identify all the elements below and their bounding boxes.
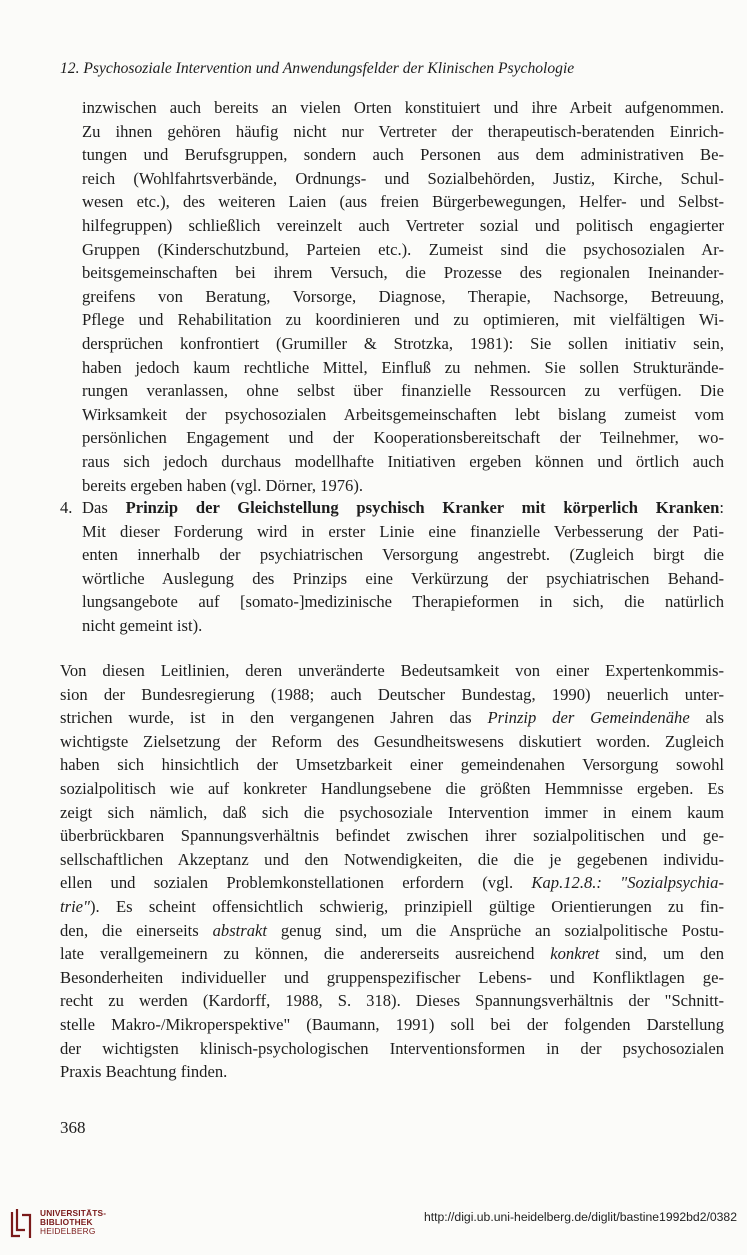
italic-cross-reference: trie" — [60, 896, 91, 916]
source-url-link[interactable]: http://digi.ub.uni-heidelberg.de/diglit/bastine1992bd2/0382 — [423, 1210, 737, 1224]
text-line: inzwischen auch bereits an vielen Orten konstituiert und ihre Arbeit aufgenommen. — [82, 98, 724, 117]
italic-term: konkret — [550, 944, 600, 964]
text-line: bereits ergeben haben (vgl. Dörner, 1976). — [82, 475, 364, 495]
text-line: Pflege und Rehabilitation zu koordinieren und zu optimieren, mit vielfältigen Wi- — [82, 310, 724, 330]
text-fragment: genug sind, um die Ansprüche an sozialpolitische Postu- — [267, 920, 724, 940]
text-line: wichtigste Zielsetzung der Reform des Gesundheitswesens diskutiert worden. Zugleich — [60, 731, 724, 751]
text-line: Mit dieser Forderung wird in erster Linie eine finanzielle Verbesserung der Pati- — [82, 521, 724, 541]
paragraph-continuation — [82, 96, 724, 497]
italic-term: Prinzip der Gemeindenähe — [487, 708, 690, 728]
text-line: lungsangebote auf [somato-]medizinische Therapieformen in sich, die natürlich — [82, 592, 724, 612]
text-line: wesen etc.), des weiteren Laien (aus freien Bürgerbewegungen, Helfer- und Selbst- — [82, 192, 724, 212]
list-item-lead: Das — [82, 498, 126, 517]
running-head: 12. Psychosoziale Intervention und Anwendungsfelder der Klinischen Psychologie — [60, 60, 575, 77]
library-name-line: HEIDELBERG — [40, 1226, 96, 1237]
text-line: sellschaftlichen Akzeptanz und den Notwendigkeiten, die die je gegebenen individu- — [60, 849, 724, 869]
list-item-heading-line — [82, 496, 724, 520]
text-fragment: den, die einerseits — [60, 920, 213, 940]
list-item-colon: : — [719, 498, 724, 517]
text-line — [60, 895, 724, 919]
text-line: wörtliche Auslegung des Prinzips eine Verkürzung der psychiatrischen Behand- — [82, 568, 724, 588]
italic-term: abstrakt — [212, 920, 268, 940]
text-line: haben sich hinsichtlich der Umsetzbarkeit einer gemeindenahen Versorgung sowohl — [60, 755, 724, 775]
text-line: tungen und Berufsgruppen, sondern auch Personen aus dem administrativen Be- — [82, 145, 724, 165]
text-line: zeigt sich nämlich, daß sich die psychosoziale Intervention immer in einem kaum — [60, 802, 724, 822]
text-line: sozialpolitisch wie auf konkreter Handlungsebene die größten Hemmnisse ergeben. Es — [60, 778, 724, 798]
text-fragment: ellen und sozialen Problemkonstellationen erfordern (vgl. — [60, 873, 532, 893]
text-line: hilfegruppen) schließlich vereinzelt auch Vertreter sozial und politisch engagierter — [82, 215, 724, 235]
list-item-number: 4. — [60, 498, 73, 517]
text-line: beitsgemeinschaften bei ihrem Versuch, die Prozesse des regionalen Ineinander- — [82, 263, 724, 283]
text-line: Besonderheiten individueller und gruppenspezifischer Lebens- und Konfliktlagen ge- — [60, 967, 724, 987]
text-line: Gruppen (Kinderschutzbund, Parteien etc.). Zumeist sind die psychosozialen Ar- — [82, 239, 724, 259]
text-line — [60, 706, 724, 730]
text-line — [60, 942, 724, 966]
text-line: Praxis Beachtung finden. — [60, 1062, 228, 1082]
text-line: nicht gemeint ist). — [82, 615, 203, 635]
list-item-heading: Prinzip der Gleichstellung psychisch Kranker mit körperlich Kranken — [125, 498, 720, 517]
page-number: 368 — [60, 1118, 86, 1137]
text-fragment: late verallgemeinern zu können, die andererseits ausreichend — [60, 944, 551, 964]
text-line — [60, 919, 724, 943]
library-name-line: UNIVERSITÄTS- — [40, 1208, 107, 1218]
text-line: dersprüchen konfrontiert (Grumiller & Strotzka, 1981): Sie sollen initiativ sein, — [82, 333, 724, 353]
text-line: Wirksamkeit der psychosozialen Arbeitsgemeinschaften lebt bislang zumeist vom — [82, 404, 724, 424]
library-name-line: BIBLIOTHEK — [40, 1217, 93, 1228]
text-line: rungen veranlassen, ohne selbst über finanzielle Ressourcen zu verfügen. Die — [82, 381, 724, 401]
text-line: enten innerhalb der psychiatrischen Versorgung angestrebt. (Zugleich birgt die — [82, 545, 724, 565]
text-line: haben jedoch kaum rechtliche Mittel, Einfluß zu nehmen. Sie sollen Strukturände- — [82, 357, 724, 377]
text-fragment: als — [689, 708, 724, 728]
library-name — [40, 1209, 106, 1237]
paragraph-main — [60, 659, 724, 1084]
text-line: Zu ihnen gehören häufig nicht nur Vertreter der therapeutisch-beratenden Einrich- — [82, 121, 724, 141]
text-line — [60, 871, 724, 895]
text-fragment: strichen wurde, ist in den vergangenen Jahren das — [60, 708, 488, 728]
text-fragment: sind, um den — [599, 944, 724, 964]
text-line: greifens von Beratung, Vorsorge, Diagnose, Therapie, Nachsorge, Betreuung, — [82, 286, 724, 306]
text-line: recht zu werden (Kardorff, 1988, S. 318). Dieses Spannungsverhältnis der "Schnitt- — [60, 991, 724, 1011]
text-line: Von diesen Leitlinien, deren unveränderte Bedeutsamkeit von einer Expertenkommis- — [60, 661, 724, 680]
text-line: sion der Bundesregierung (1988; auch Deutscher Bundestag, 1990) neuerlich unter- — [60, 684, 724, 704]
footer — [0, 1200, 747, 1255]
text-line: raus sich jedoch durchaus modellhafte Initiativen ergeben können und örtlich auch — [82, 451, 724, 471]
text-line: reich (Wohlfahrtsverbände, Ordnungs- und Sozialbehörden, Justiz, Kirche, Schul- — [82, 168, 724, 188]
text-line: der wichtigsten klinisch-psychologischen Interventionsformen in der psychosozialen — [60, 1038, 724, 1058]
list-item-4 — [60, 496, 724, 638]
text-line: stelle Makro-/Mikroperspektive" (Baumann, 1991) soll bei der folgenden Darstellung — [60, 1014, 724, 1034]
italic-cross-reference: Kap.12.8.: "Sozialpsychia- — [531, 873, 724, 893]
text-fragment: ). Es scheint offensichtlich schwierig, prinzipiell gültige Orientierungen zu fin- — [90, 896, 724, 916]
text-line: persönlichen Engagement und der Kooperationsbereitschaft der Teilnehmer, wo- — [82, 428, 724, 448]
text-line: überbrückbaren Spannungsverhältnis befindet zwischen ihrer sozialpolitischen und ge- — [60, 826, 724, 846]
library-logo-icon — [8, 1206, 34, 1240]
